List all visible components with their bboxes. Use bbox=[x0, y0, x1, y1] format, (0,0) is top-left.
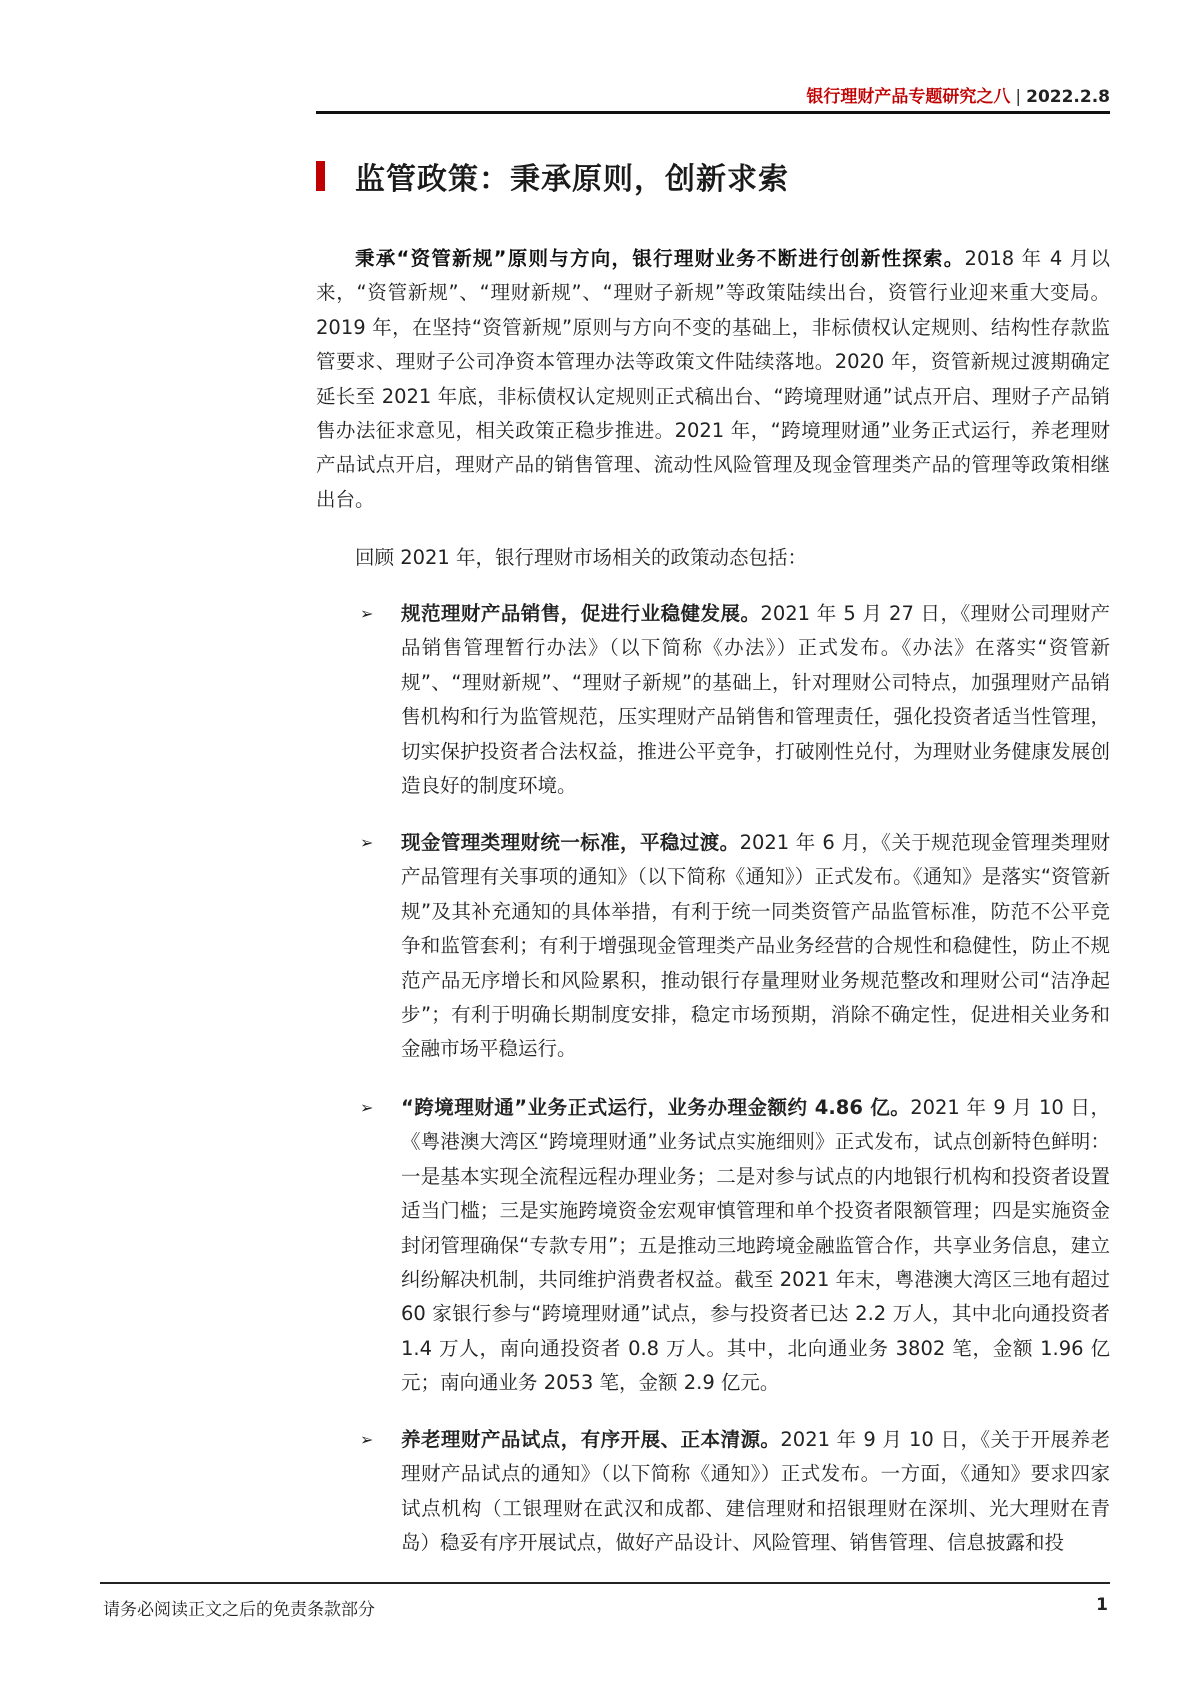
section-title: 监管政策：秉承原则，创新求索 bbox=[355, 162, 789, 197]
bullet-body: 2021 年 9 月 10 日，《关于开展养老理财产品试点的通知》（以下简称《通知》）正式发布。一方面，《通知》要求四家试点机构（工银理财在武汉和成都、建信理财和招银理财在深圳、光大理财在青岛）稳妥有序开展试点，做好产品设计、风险管理、销售管理、信息披露和投 bbox=[401, 1428, 1110, 1555]
arrow-bullet-icon: ➢ bbox=[360, 1098, 374, 1117]
bullet-item bbox=[360, 1423, 1110, 1561]
review-paragraph: 回顾 2021 年，银行理财市场相关的政策动态包括： bbox=[355, 546, 808, 569]
bullet-lead: 规范理财产品销售，促进行业稳健发展。 bbox=[401, 602, 761, 625]
bullet-body: 2021 年 5 月 27 日，《理财公司理财产品销售管理暂行办法》（以下简称《办法》）正式发布。《办法》在落实“资管新规”、“理财新规”、“理财子新规”的基础上，针对理财公司特点，加强理财产品销售机构和行为监管规范，压实理财产品销售和管理责任，强化投资者适当性管理，切实保护投资者合法权益，推进公平竞争，打破刚性兑付，为理财业务健康发展创造良好的制度环境。 bbox=[401, 602, 1110, 798]
bullet-item bbox=[360, 826, 1110, 1067]
footer-rule bbox=[100, 1582, 1110, 1584]
footer-disclaimer: 请务必阅读正文之后的免责条款部分 bbox=[103, 1600, 375, 1620]
bullet-item bbox=[360, 597, 1110, 803]
bullet-lead: 现金管理类理财统一标准，平稳过渡。 bbox=[401, 831, 740, 854]
bullet-lead: “跨境理财通”业务正式运行，业务办理金额约 4.86 亿。 bbox=[401, 1096, 911, 1119]
intro-body: 2018 年 4 月以来，“资管新规”、“理财新规”、“理财子新规”等政策陆续出台，资管行业迎来重大变局。2019 年，在坚持“资管新规”原则与方向不变的基础上，非标债权认定规则、结构性存款监管要求、理财子公司净资本管理办法等政策文件陆续落地。2020 年，资管新规过渡期确定延长至 2021 年底，非标债权认定规则正式稿出台、“跨境理财通”试点开启、理财子产品销售办法征求意见，相关政策正稳步推进。2021 年，“跨境理财通”业务正式运行，养老理财产品试点开启，理财产品的销售管理、流动性风险管理及现金管理类产品的管理等政策相继出台。 bbox=[316, 247, 1110, 511]
arrow-bullet-icon: ➢ bbox=[360, 833, 374, 852]
arrow-bullet-icon: ➢ bbox=[360, 604, 374, 623]
header-separator: | bbox=[1015, 87, 1022, 107]
bullet-lead: 养老理财产品试点，有序开展、正本清源。 bbox=[401, 1428, 781, 1451]
bullet-body: 2021 年 9 月 10 日，《粤港澳大湾区“跨境理财通”业务试点实施细则》正式发布，试点创新特色鲜明：一是基本实现全流程远程办理业务；二是对参与试点的内地银行机构和投资者设置适当门槛；三是实施跨境资金宏观审慎管理和单个投资者限额管理；四是实施资金封闭管理确保“专款专用”；五是推动三地跨境金融监管合作，共享业务信息，建立纠纷解决机制，共同维护消费者权益。截至 2021 年末，粤港澳大湾区三地有超过 60 家银行参与“跨境理财通”试点，参与投资者已达 2.2 万人，其中北向通投资者 1.4 万人，南向通投资者 0.8 万人。其中，北向通业务 3802 笔，金额 1.96 亿元；南向通业务 2053 笔，金额 2.9 亿元。 bbox=[401, 1096, 1110, 1395]
section-heading bbox=[316, 156, 789, 196]
bullet-item bbox=[360, 1091, 1110, 1401]
report-date: 2022.2.8 bbox=[1026, 87, 1110, 107]
header-rule bbox=[316, 111, 1110, 114]
running-header bbox=[806, 82, 1110, 107]
intro-lead: 秉承“资管新规”原则与方向，银行理财业务不断进行创新性探索。 bbox=[355, 247, 965, 270]
intro-paragraph bbox=[316, 242, 1110, 517]
heading-accent-bar bbox=[316, 161, 325, 191]
arrow-bullet-icon: ➢ bbox=[360, 1430, 374, 1449]
page-number: 1 bbox=[1096, 1595, 1108, 1615]
bullet-body: 2021 年 6 月，《关于规范现金管理类理财产品管理有关事项的通知》（以下简称《通知》）正式发布。《通知》是落实“资管新规”及其补充通知的具体举措，有利于统一同类资管产品监管标准，防范不公平竞争和监管套利；有利于增强现金管理类产品业务经营的合规性和稳健性，防止不规范产品无序增长和风险累积，推动银行存量理财业务规范整改和理财公司“洁净起步”；有利于明确长期制度安排，稳定市场预期，消除不确定性，促进相关业务和金融市场平稳运行。 bbox=[401, 831, 1110, 1061]
report-series: 银行理财产品专题研究之八 bbox=[806, 87, 1011, 107]
